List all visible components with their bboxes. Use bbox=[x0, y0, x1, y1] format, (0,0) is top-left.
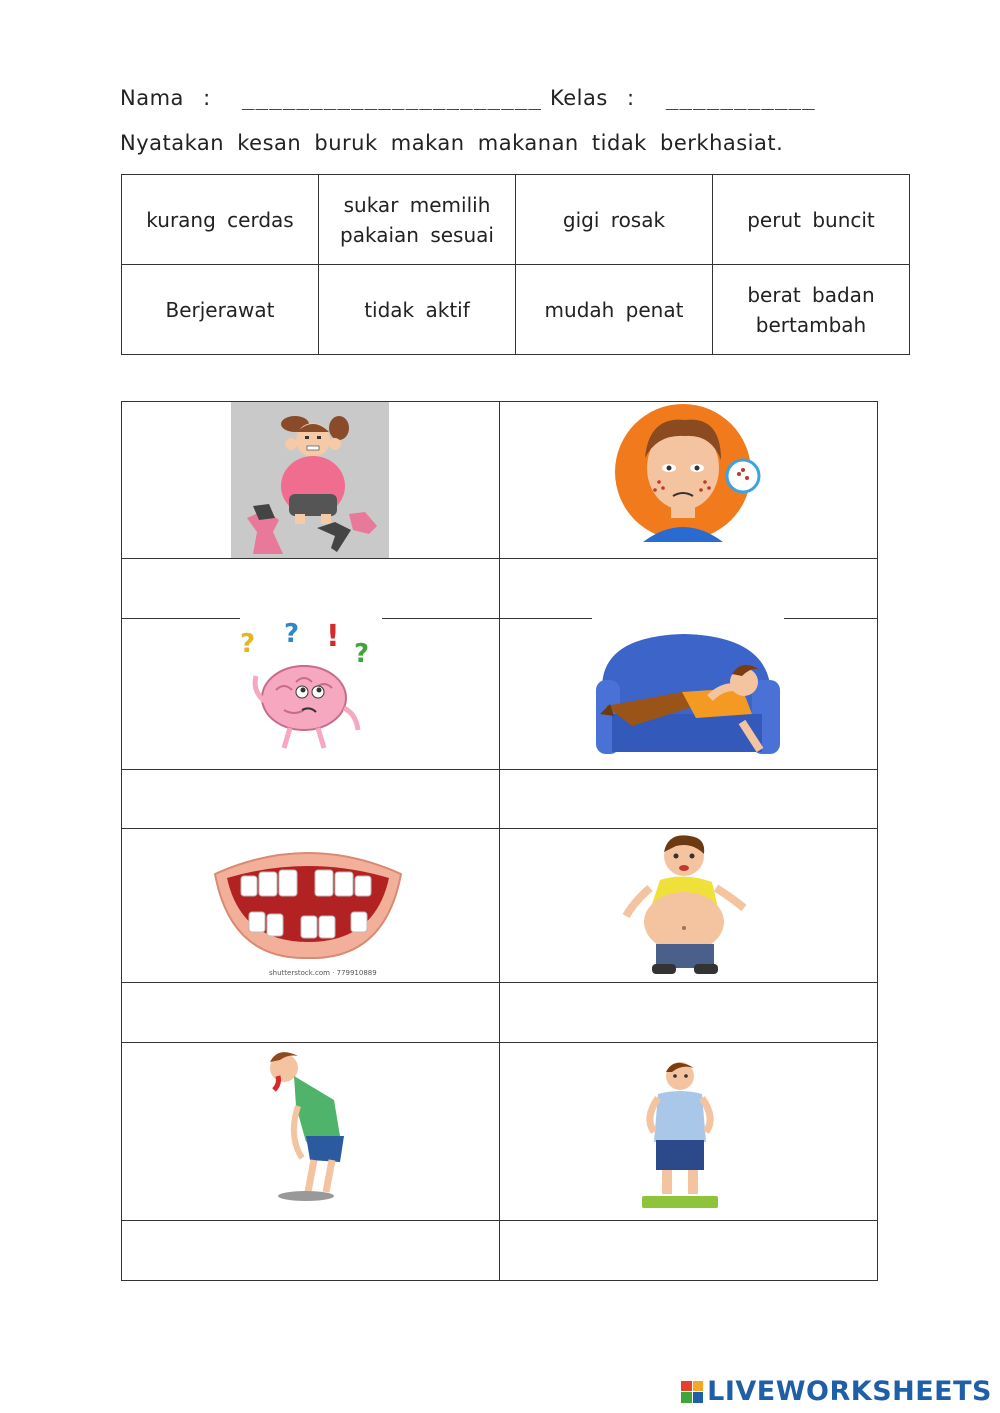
answer-box-4[interactable] bbox=[500, 770, 877, 828]
boy-big-belly-icon bbox=[620, 832, 760, 978]
girl-clothes-too-small-icon bbox=[231, 402, 389, 558]
svg-text:!: ! bbox=[326, 619, 340, 654]
answer-box-7[interactable] bbox=[122, 1221, 499, 1281]
svg-text:?: ? bbox=[284, 619, 300, 649]
liveworksheets-logo-icon bbox=[681, 1381, 703, 1403]
class-line bbox=[550, 86, 816, 110]
name-colon: : bbox=[203, 86, 211, 110]
watermark-text: shutterstock.com · 779910889 bbox=[269, 969, 377, 977]
answer-box-1[interactable] bbox=[122, 559, 499, 618]
answer-box-6[interactable] bbox=[500, 983, 877, 1042]
brand-name: LIVEWORKSHEETS bbox=[707, 1376, 992, 1407]
word-bank-row bbox=[122, 175, 910, 265]
liveworksheets-logo[interactable] bbox=[681, 1376, 992, 1407]
boy-with-acne-icon bbox=[613, 402, 765, 542]
class-colon: : bbox=[626, 86, 635, 110]
word-bank-item[interactable]: gigi rosak bbox=[516, 175, 713, 265]
word-bank-item[interactable]: tidak aktif bbox=[319, 265, 516, 355]
name-line bbox=[120, 86, 542, 110]
word-bank-item[interactable]: berat badan bertambah bbox=[713, 265, 910, 355]
answer-box-8[interactable] bbox=[500, 1221, 877, 1281]
svg-text:?: ? bbox=[240, 629, 256, 659]
word-bank-item[interactable]: perut buncit bbox=[713, 175, 910, 265]
word-bank-item[interactable]: kurang cerdas bbox=[122, 175, 319, 265]
name-label: Nama bbox=[120, 86, 184, 110]
missing-teeth-mouth-icon bbox=[205, 838, 411, 978]
tired-man-icon bbox=[248, 1046, 352, 1204]
answer-box-5[interactable] bbox=[122, 983, 499, 1042]
answer-box-2[interactable] bbox=[500, 559, 877, 618]
answer-box-3[interactable] bbox=[122, 770, 499, 828]
word-bank-item[interactable]: Berjerawat bbox=[122, 265, 319, 355]
name-blank[interactable]: ______________________ bbox=[241, 86, 543, 110]
word-bank-item[interactable]: mudah penat bbox=[516, 265, 713, 355]
word-bank-row bbox=[122, 265, 910, 355]
grid-divider bbox=[121, 828, 878, 829]
grid-divider bbox=[121, 1042, 878, 1043]
lazy-man-sofa-icon bbox=[592, 618, 784, 764]
class-blank[interactable]: ___________ bbox=[665, 86, 816, 110]
man-on-scale-icon bbox=[636, 1056, 724, 1210]
grid-divider bbox=[499, 401, 500, 1281]
instruction-text: Nyatakan kesan buruk makan makanan tidak berkhasiat. bbox=[120, 131, 784, 155]
word-bank-table bbox=[121, 174, 910, 355]
confused-brain-icon bbox=[240, 618, 382, 754]
class-label: Kelas bbox=[550, 86, 608, 110]
svg-text:?: ? bbox=[354, 639, 370, 669]
word-bank-item[interactable]: sukar memilih pakaian sesuai bbox=[319, 175, 516, 265]
